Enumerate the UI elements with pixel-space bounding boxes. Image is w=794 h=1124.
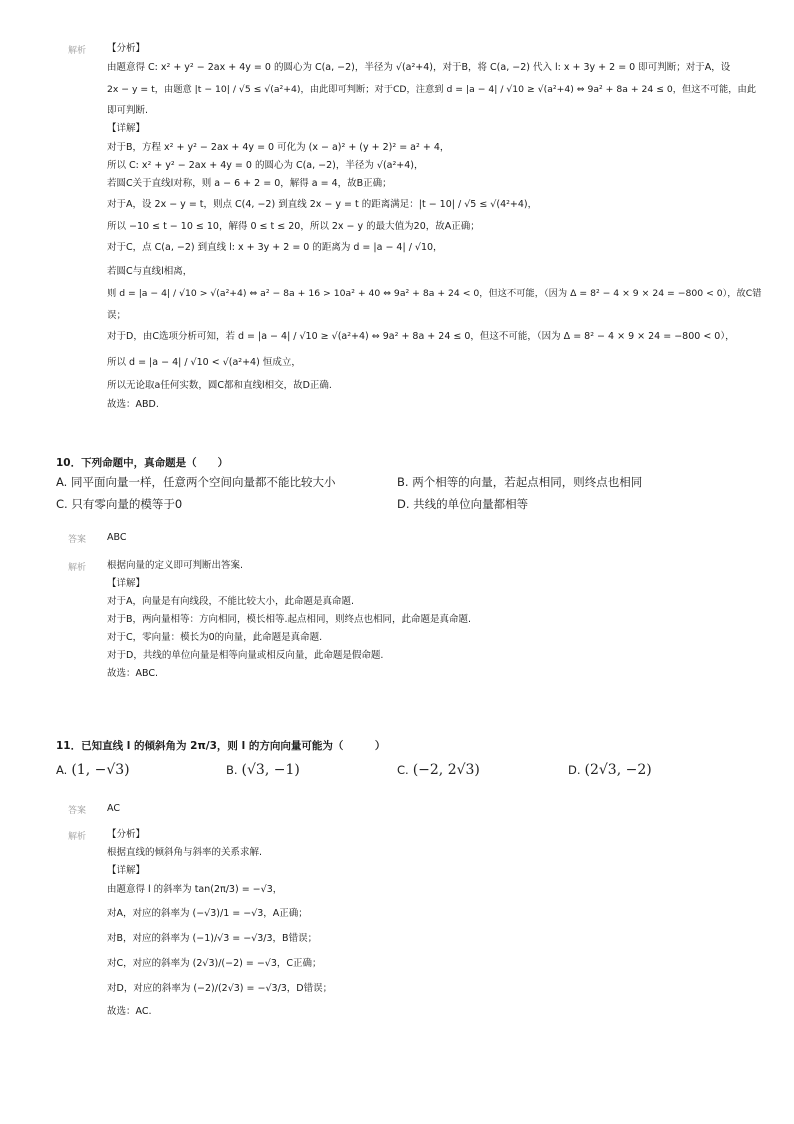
option-value: (1, −√3) [71,762,130,778]
option-b [226,762,300,778]
explanation-line: 根据直线的倾斜角与斜率的关系求解. [107,847,263,858]
explanation-line: 2x − y = t，由题意 |t − 10| / √5 ≤ √(a²+4)，由此即可判断；对于CD，注意到 d = |a − 4| / √10 ≥ √(a²+4) ⇔ 9a² + 8a + 24 ≤ 0，但这不可能，由此 [107,84,757,95]
option-a [56,762,130,778]
explanation-line: 则 d = |a − 4| / √10 > √(a²+4) ⇔ a² − 8a + 16 > 10a² + 40 ⇔ 9a² + 8a + 24 < 0，但这不可能，（因为 Δ = 8² − 4 × 9 × 24 = −800 < 0），故C错 [107,288,762,299]
explanation-line: 对于D，共线的单位向量是相等向量或相反向量，此命题是假命题. [107,650,384,661]
explanation-line: 对C，对应的斜率为 (2√3)/(−2) = −√3，C正确； [107,958,322,969]
option-key: B. [226,763,238,777]
option-a: A. 同平面向量一样，任意两个空间向量都不能比较大小 [56,475,336,489]
explanation-line: 对于A，设 2x − y = t，则点 C(4, −2) 到直线 2x − y = t 的距离满足：|t − 10| / √5 ≤ √(4²+4)， [107,199,538,210]
option-d: D. 共线的单位向量都相等 [397,497,529,511]
detail-heading: 【详解】 [107,123,146,134]
answer-value: AC [107,803,120,814]
daan-label: 答案 [68,535,87,545]
explanation-line: 对于D，由C选项分析可知，若 d = |a − 4| / √10 ≥ √(a²+4) ⇔ 9a² + 8a + 24 ≤ 0，但这不可能，（因为 Δ = 8² − 4 × 9 × 24 = −800 < 0）， [107,331,735,342]
explanation-line: 所以 C: x² + y² − 2ax + 4y = 0 的圆心为 C(a, −2)，半径为 √(a²+4)， [107,160,424,171]
explanation-line: 由题意得 C: x² + y² − 2ax + 4y = 0 的圆心为 C(a, −2)，半径为 √(a²+4)，对于B，将 C(a, −2) 代入 l: x + 3y + 2 = 0 即可判断；对于A，设 [107,62,731,73]
jiexi-label: 解析 [68,832,87,842]
explanation-line: 误； [107,310,127,321]
detail-heading: 【详解】 [107,865,146,876]
answer-choice-line: 故选：ABC. [107,668,159,679]
explanation-line: 所以 d = |a − 4| / √10 < √(a²+4) 恒成立， [107,357,301,368]
option-key: D. [568,763,581,777]
answer-choice-line: 故选：ABD. [107,399,159,410]
jiexi-label: 解析 [68,563,87,573]
explanation-line: 即可判断. [107,105,149,116]
explanation-line: 对D，对应的斜率为 (−2)/(2√3) = −√3/3，D错误； [107,983,333,994]
explanation-line: 所以 −10 ≤ t − 10 ≤ 10，解得 0 ≤ t ≤ 20，所以 2x − y 的最大值为20，故A正确； [107,221,480,232]
explanation-line: 对A，对应的斜率为 (−√3)/1 = −√3，A正确； [107,908,308,919]
explanation-line: 若圆C与直线l相离， [107,266,193,277]
explanation-line: 所以无论取a任何实数，圆C都和直线l相交，故D正确. [107,380,332,391]
daan-label: 答案 [68,806,87,816]
jiexi-label: 解析 [68,46,87,56]
answer-value: ABC [107,532,127,543]
question-10-stem: 10．下列命题中，真命题是（ ） [56,457,229,469]
answer-choice-line: 故选：AC. [107,1006,152,1017]
explanation-line: 对于B，方程 x² + y² − 2ax + 4y = 0 可化为 (x − a)² + (y + 2)² = a² + 4， [107,142,450,153]
explanation-line: 对B，对应的斜率为 (−1)/√3 = −√3/3，B错误； [107,933,318,944]
option-value: (−2, 2√3) [412,762,480,778]
option-c [397,762,480,778]
option-value: (√3, −1) [241,762,300,778]
explanation-line: 由题意得 l 的斜率为 tan(2π/3) = −√3， [107,884,283,895]
explanation-line: 对于C，点 C(a, −2) 到直线 l: x + 3y + 2 = 0 的距离为 d = |a − 4| / √10， [107,242,443,253]
option-value: (2√3, −2) [584,762,652,778]
explanation-line: 对于C，零向量：模长为0的向量，此命题是真命题. [107,632,323,643]
option-b: B. 两个相等的向量，若起点相同，则终点也相同 [397,475,643,489]
detail-heading: 【详解】 [107,578,146,589]
explanation-line: 根据向量的定义即可判断出答案. [107,560,244,571]
analysis-heading: 【分析】 [107,43,146,54]
question-11-stem: 11．已知直线 l 的倾斜角为 2π/3，则 l 的方向向量可能为（ ） [56,740,386,752]
option-key: A. [56,763,68,777]
explanation-line: 若圆C关于直线l对称，则 a − 6 + 2 = 0，解得 a = 4，故B正确； [107,178,392,189]
option-key: C. [397,763,409,777]
option-d [568,762,652,778]
option-c: C. 只有零向量的模等于0 [56,497,183,511]
explanation-line: 对于A，向量是有向线段，不能比较大小，此命题是真命题. [107,596,355,607]
explanation-line: 对于B，两向量相等：方向相同，模长相等.起点相同，则终点也相同，此命题是真命题. [107,614,472,625]
analysis-heading: 【分析】 [107,829,146,840]
